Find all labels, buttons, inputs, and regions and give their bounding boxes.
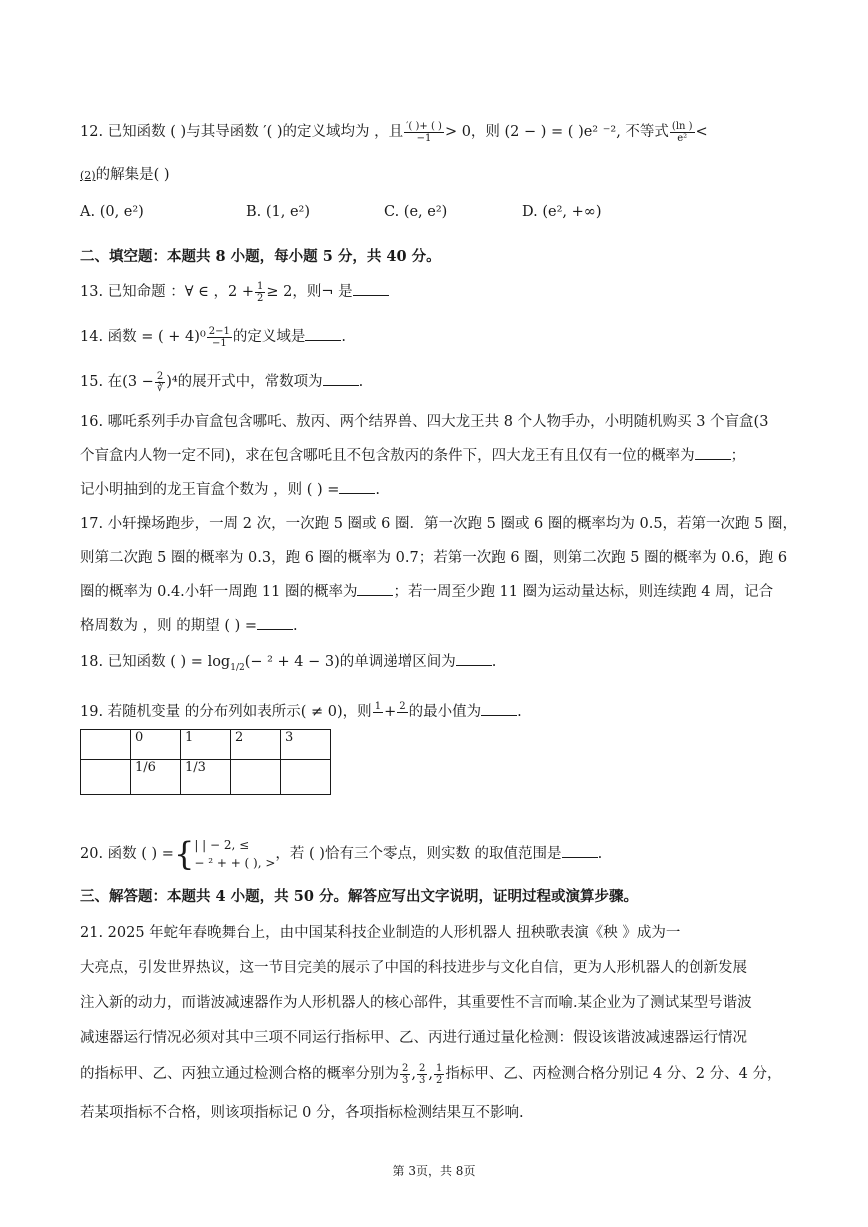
q21-line1: 21. 2025 年蛇年春晚舞台上，由中国某科技企业制造的人形机器人 扭秧歌表演《秧 》成为一 — [80, 925, 681, 941]
answer-blank — [456, 653, 492, 666]
answer-blank — [305, 328, 341, 341]
answer-blank — [357, 583, 393, 596]
q21-line2: 大亮点，引发世界热议，这一节目完美的展示了中国的科技进步与文化自信，更为人形机器人的创新发展 — [80, 960, 747, 976]
q17-line4: 格周数为 ，则 的期望 ( ) = . — [80, 618, 298, 634]
q16-line1: 16. 哪吒系列手办盲盒包含哪吒、敖丙、两个结界兽、四大龙王共 8 个人物手办，小明随机购买 3 个盲盒(3 — [80, 414, 769, 430]
q12-fraction2: $\frac{(\ln )}{\text{e²}}$ — [671, 120, 693, 144]
q21-line5: 的指标甲、乙、丙独立通过检测合格的概率分别为 $\frac{2}{3}$ , $\frac{2}{3}$ , $\frac{1}{2}$ 指标甲、乙、丙检测合格分别记 4 分、2 分、4 分， — [80, 1062, 782, 1086]
answer-blank — [695, 447, 731, 460]
q13-fraction: $\frac{1}{2}$ — [256, 280, 264, 304]
q14-fraction: $\frac{2-1}{-1}$ — [208, 325, 230, 349]
section-2-heading: 二、填空题：本题共 8 小题，每小题 5 分，共 40 分。 — [80, 248, 441, 265]
q19-fraction2: 2 — [399, 700, 406, 712]
q13: 13. 已知命题 ：∀ ∈ ，2 + $\frac{1}{2}$ ≥ 2，则¬ 是 — [80, 280, 389, 304]
prob-fraction: $\frac{1}{2}$ — [435, 1062, 443, 1086]
q21-line3: 注入新的动力，而谐波减速器作为人形机器人的核心部件，其重要性不言而喻.某企业为了测试某型号谐波 — [80, 995, 752, 1011]
q16-line3: 记小明抽到的龙王盲盒个数为 ，则 ( ) = . — [80, 482, 381, 498]
q21-line4: 减速器运行情况必须对其中三项不同运行指标甲、乙、丙进行通过量化检测：假设该谐波减速器运行情况 — [80, 1030, 747, 1046]
q21-line6: 若某项指标不合格，则该项指标记 0 分，各项指标检测结果互不影响. — [80, 1105, 524, 1121]
q16-line2: 个盲盒内人物一定不同)，求在包含哪吒且不包含敖丙的条件下，四大龙王有且仅有一位的概率为 ； — [80, 448, 746, 464]
table-row: 1/6 1/3 — [81, 760, 331, 795]
q15-fraction: $\frac{2}{∛}$ — [156, 370, 164, 394]
q19: 19. 若随机变量 的分布列如表所示( ≠ 0)，则 1 + 2 的最小值为 . — [80, 700, 522, 724]
q19-fraction1: 1 — [374, 700, 382, 712]
q17-line1: 17. 小轩操场跑步，一周 2 次，一次跑 5 圈或 6 圈．第一次跑 5 圈或 6 圈的概率均为 0.5，若第一次跑 5 圈， — [80, 516, 797, 532]
answer-blank — [353, 283, 389, 296]
option-b: B. (1, e²) — [246, 204, 311, 220]
table-row: 0 1 2 3 — [81, 730, 331, 760]
q12-line1: 12. 已知函数 ( )与其导函数 ′( )的定义域均为 ，且 $\frac{'( )+ ( )}{-1}$ > 0，则 (2 − ) = ( )e² ⁻², 不等式 $\frac{(\ln )}{\text{e²}}$ < — [80, 120, 708, 144]
page-footer: 第 3页，共 8页 — [392, 1164, 476, 1178]
q17-line3: 圈的概率为 0.4.小轩一周跑 11 圈的概率为 ；若一周至少跑 11 圈为运动量达标，则连续跑 4 周，记合 — [80, 584, 774, 600]
section-3-heading: 三、解答题：本题共 4 小题，共 50 分。解答应写出文字说明，证明过程或演算步骤。 — [80, 888, 638, 905]
answer-blank — [339, 481, 375, 494]
option-a: A. (0, e²) — [80, 204, 144, 220]
prob-fraction: $\frac{2}{3}$ — [418, 1062, 426, 1086]
q15: 15. 在(3 − $\frac{2}{∛}$ )⁴的展开式中，常数项为 . — [80, 370, 364, 394]
answer-blank — [481, 703, 517, 716]
q14: 14. 函数 = ( + 4)⁰ $\frac{2-1}{-1}$ 的定义域是 . — [80, 325, 346, 349]
piecewise: | | − 2, ≤ − ² + + ( ), > — [194, 838, 276, 870]
answer-blank — [257, 617, 293, 630]
q18: 18. 已知函数 ( ) = $\log_{1/2}(- ^2 + 4 - 3)$的单调递增区间为 . — [80, 654, 497, 673]
q20: 20. 函数 ( ) ={ | | − 2, ≤ − ² + + ( ), > ，若 ( )恰有三个零点，则实数 的取值范围是 . — [80, 835, 603, 873]
prob-fraction: $\frac{2}{3}$ — [402, 1062, 409, 1086]
option-d: D. (e², +∞) — [522, 204, 602, 220]
brace: { — [173, 835, 195, 873]
q12-line2: (2)的解集是( ) — [80, 167, 170, 183]
option-c: C. (e, e²) — [384, 204, 448, 220]
distribution-table — [80, 729, 331, 795]
answer-blank — [323, 373, 359, 386]
answer-blank — [562, 845, 598, 858]
q17-line2: 则第二次跑 5 圈的概率为 0.3，跑 6 圈的概率为 0.7；若第一次跑 6 圈，则第二次跑 5 圈的概率为 0.6，跑 6 — [80, 550, 788, 566]
q12-fraction: $\frac{'( )+ ( )}{-1}$ — [406, 120, 442, 144]
